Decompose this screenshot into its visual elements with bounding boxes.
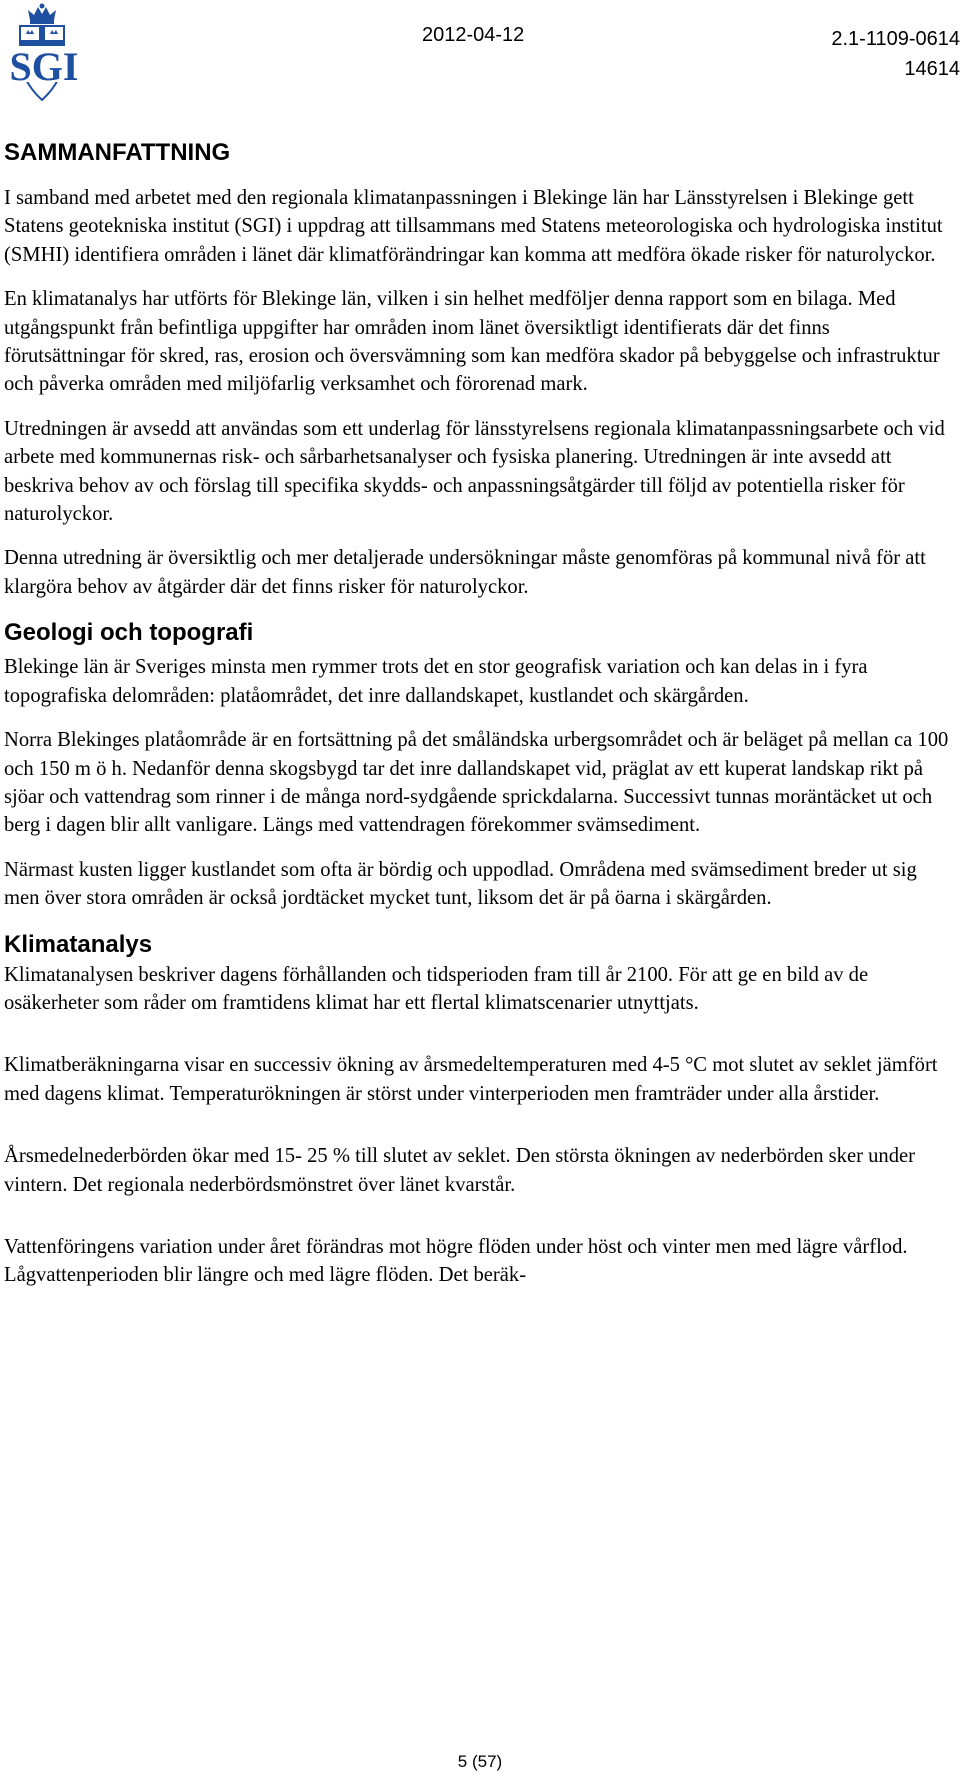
- document-body: [4, 138, 956, 1306]
- paragraph: Blekinge län är Sveriges minsta men rymmer trots det en stor geografisk variation och kan delas in i fyra topografiska delområden: platåområdet, det inre dallandskapet, kustlandet och skärgården.: [4, 656, 868, 707]
- sgi-crest-icon: [2, 2, 86, 104]
- paragraph: En klimatanalys har utförts för Blekinge län, vilken i sin helhet medföljer denna rapport som en bilaga. Med utgångspunkt från befintliga uppgifter har områden inom länet översiktligt identifierats där det finns förutsättningar för skred, ras, erosion och översvämning som kan medföra skador på bebyggelse och infrastruktur och påverka områden med miljöfarlig verksamhet och förorenad mark.: [4, 288, 940, 396]
- paragraph: Klimatberäkningarna visar en successiv ökning av årsmedeltemperaturen med 4-5 °C mot slutet av seklet jämfört med dagens klimat. Temperaturökningen är störst under vinterperioden men framträder under alla årstider.: [4, 1054, 938, 1105]
- paragraph: Vattenföringens variation under året förändras mot högre flöden under höst och vinter men med lägre vårflod. Lågvattenperioden blir längre och med lägre flöden. Det beräk-: [4, 1235, 908, 1287]
- paragraph: Utredningen är avsedd att användas som ett underlag för länsstyrelsens regionala klimatanpassningsarbete och vid arbete med kommunernas risk- och sårbarhetsanalyser och fysiska planering. Utredningen är inte avsedd att beskriva behov av och förslag till specifika skydds- och anpassningsåtgärder till följd av potentiella risker för naturolyckor.: [4, 417, 945, 526]
- paragraph: Årsmedelnederbörden ökar med 15- 25 % till slutet av seklet. Den största ökningen av nederbörden sker under vintern. Det regionala nederbördsmönstret över länet kvarstår.: [4, 1145, 916, 1196]
- paragraph: I samband med arbetet med den regionala klimatanpassningen i Blekinge län har Länsstyrelsen i Blekinge gett Statens geotekniska institut (SGI) i uppdrag att tillsammans med Statens meteorologiska och hydrologiska institut (SMHI) identifiera områden i länet där klimatförändringar kan komma att medföra ökade risker för naturolyckor.: [4, 187, 943, 266]
- heading-klimatanalys: Klimatanalys: [4, 930, 153, 958]
- reference-id: 14614: [904, 58, 960, 80]
- paragraph: Norra Blekinges platåområde är en fortsättning på det småländska urbergsområdet och är beläget på mellan ca 100 och 150 m ö h. Nedanför denna skogsbygd tar det inre dallandskapet vid, präglat av ett kuperat landskap rikt på sjöar och vattendrag som rinner i de många nord-sydgående sprickdalarna. Successivt tunnas moräntäcket ut och berg i dagen blir allt vanligare. Längs med vattendragen förekommer svämsediment.: [4, 729, 949, 837]
- logo-text: SGI: [9, 44, 79, 89]
- document-reference: [760, 24, 960, 84]
- sgi-logo: [2, 2, 86, 104]
- section-title-sammanfattning: SAMMANFATTNING: [4, 139, 231, 166]
- reference-number: 2.1-1109-0614: [831, 28, 960, 50]
- page-number: 5 (57): [457, 1752, 503, 1771]
- document-date: 2012-04-12: [422, 24, 525, 46]
- paragraph: Närmast kusten ligger kustlandet som ofta är bördig och uppodlad. Områdena med svämsediment breder ut sig men över stora områden är också jordtäcket mycket tunt, liksom det är på öarna i skärgården.: [4, 858, 917, 910]
- paragraph: Klimatanalysen beskriver dagens förhållanden och tidsperioden fram till år 2100. För att ge en bild av de osäkerheter som råder om framtidens klimat har ett flertal klimatscenarier utnyttjats.: [4, 963, 869, 1014]
- heading-geologi: Geologi och topografi: [4, 619, 254, 647]
- paragraph: Denna utredning är översiktlig och mer detaljerade undersökningar måste genomföras på kommunal nivå för att klargöra behov av åtgärder där det finns risker för naturolyckor.: [4, 547, 926, 598]
